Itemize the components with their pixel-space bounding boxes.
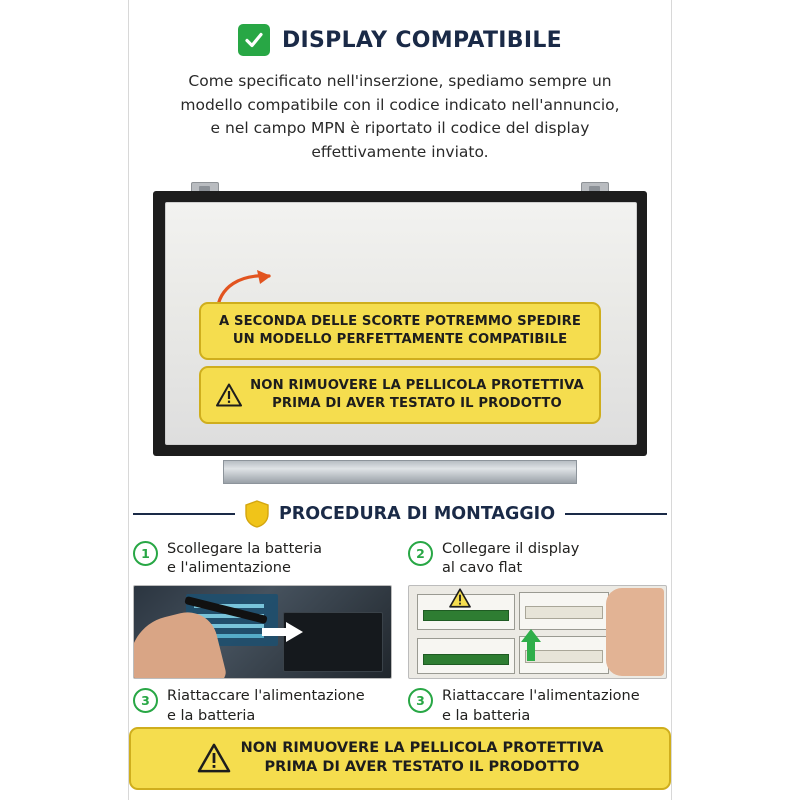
step-1-line-2: e l'alimentazione	[167, 560, 291, 577]
callout-film-warning	[199, 366, 601, 424]
procedure-steps	[133, 540, 667, 733]
callout-compatibility-line-1: A SECONDA DELLE SCORTE POTREMMO SPEDIRE	[218, 314, 582, 330]
step-2	[408, 540, 667, 578]
connector-strip-top-right	[525, 606, 603, 619]
step-3-left-text	[167, 687, 365, 725]
flat-cable-top-left	[423, 610, 509, 621]
step-1-number: 1	[133, 541, 158, 566]
step-3-right	[408, 687, 667, 725]
callout-film-warning-line-1: NON RIMUOVERE LA PELLICOLA PROTETTIVA	[250, 378, 584, 394]
step-2-text	[442, 540, 579, 578]
step-3-right-number: 3	[408, 688, 433, 713]
divider-right	[565, 513, 667, 515]
procedure-header	[133, 500, 667, 528]
step-3-right-text	[442, 687, 640, 725]
step-2-number: 2	[408, 541, 433, 566]
step-2-line-1: Collegare il display	[442, 541, 580, 558]
intro-line-3: e nel campo MPN è riportato il codice del display	[210, 119, 590, 138]
procedure-column-left	[133, 540, 392, 733]
intro-line-4: effettivamente inviato.	[311, 142, 489, 161]
step-3-left-line-2: e la batteria	[167, 707, 256, 724]
flat-cable-connector-photo	[408, 585, 667, 679]
step-3-right-line-1: Riattaccare l'alimentazione	[442, 688, 640, 705]
callout-film-warning-line-2: PRIMA DI AVER TESTATO IL PRODOTTO	[272, 396, 562, 411]
intro-line-2: modello compatibile con il codice indicato nell'annuncio,	[180, 95, 620, 114]
step-3-left-number: 3	[133, 688, 158, 713]
step-1-line-1: Scollegare la batteria	[167, 541, 323, 558]
shield-icon	[245, 500, 269, 528]
laptop-battery-disconnect-photo	[133, 585, 392, 679]
step-1-text	[167, 540, 322, 578]
white-arrow-icon	[262, 620, 304, 644]
fingers-detail	[606, 588, 664, 676]
flat-cable-bottom-left	[423, 654, 509, 665]
check-badge-icon	[238, 24, 270, 56]
content-area	[129, 0, 671, 800]
divider-left	[133, 513, 235, 515]
step-1	[133, 540, 392, 578]
intro-line-1: Come specificato nell'inserzione, spediamo sempre un	[188, 72, 612, 90]
bottom-warning-line-2: PRIMA DI AVER TESTATO IL PRODOTTO	[264, 759, 580, 776]
warning-triangle-icon	[449, 588, 471, 608]
procedure-title: PROCEDURA DI MONTAGGIO	[278, 504, 556, 525]
display-panel-illustration	[153, 182, 647, 482]
step-3-right-line-2: e la batteria	[442, 707, 531, 724]
intro-paragraph	[139, 70, 661, 164]
warning-triangle-icon	[216, 383, 242, 407]
header	[129, 24, 671, 56]
step-2-line-2: al cavo flat	[442, 560, 523, 577]
bottom-warning-line-1: NON RIMUOVERE LA PELLICOLA PROTETTIVA	[240, 739, 604, 756]
step-3-left	[133, 687, 392, 725]
callout-compatibility	[199, 302, 601, 360]
bottom-warning-banner	[129, 727, 671, 790]
procedure-column-right	[408, 540, 667, 733]
bottom-warning-text	[241, 739, 604, 778]
page-title: DISPLAY COMPATIBILE	[281, 27, 562, 53]
step-3-left-line-1: Riattaccare l'alimentazione	[167, 688, 365, 705]
panel-foil-strip	[223, 460, 577, 484]
right-margin-rule	[671, 0, 672, 800]
warning-triangle-icon	[197, 743, 231, 773]
callout-compatibility-line-2: UN MODELLO PERFETTAMENTE COMPATIBILE	[232, 332, 568, 347]
green-up-arrow-icon	[521, 628, 541, 662]
